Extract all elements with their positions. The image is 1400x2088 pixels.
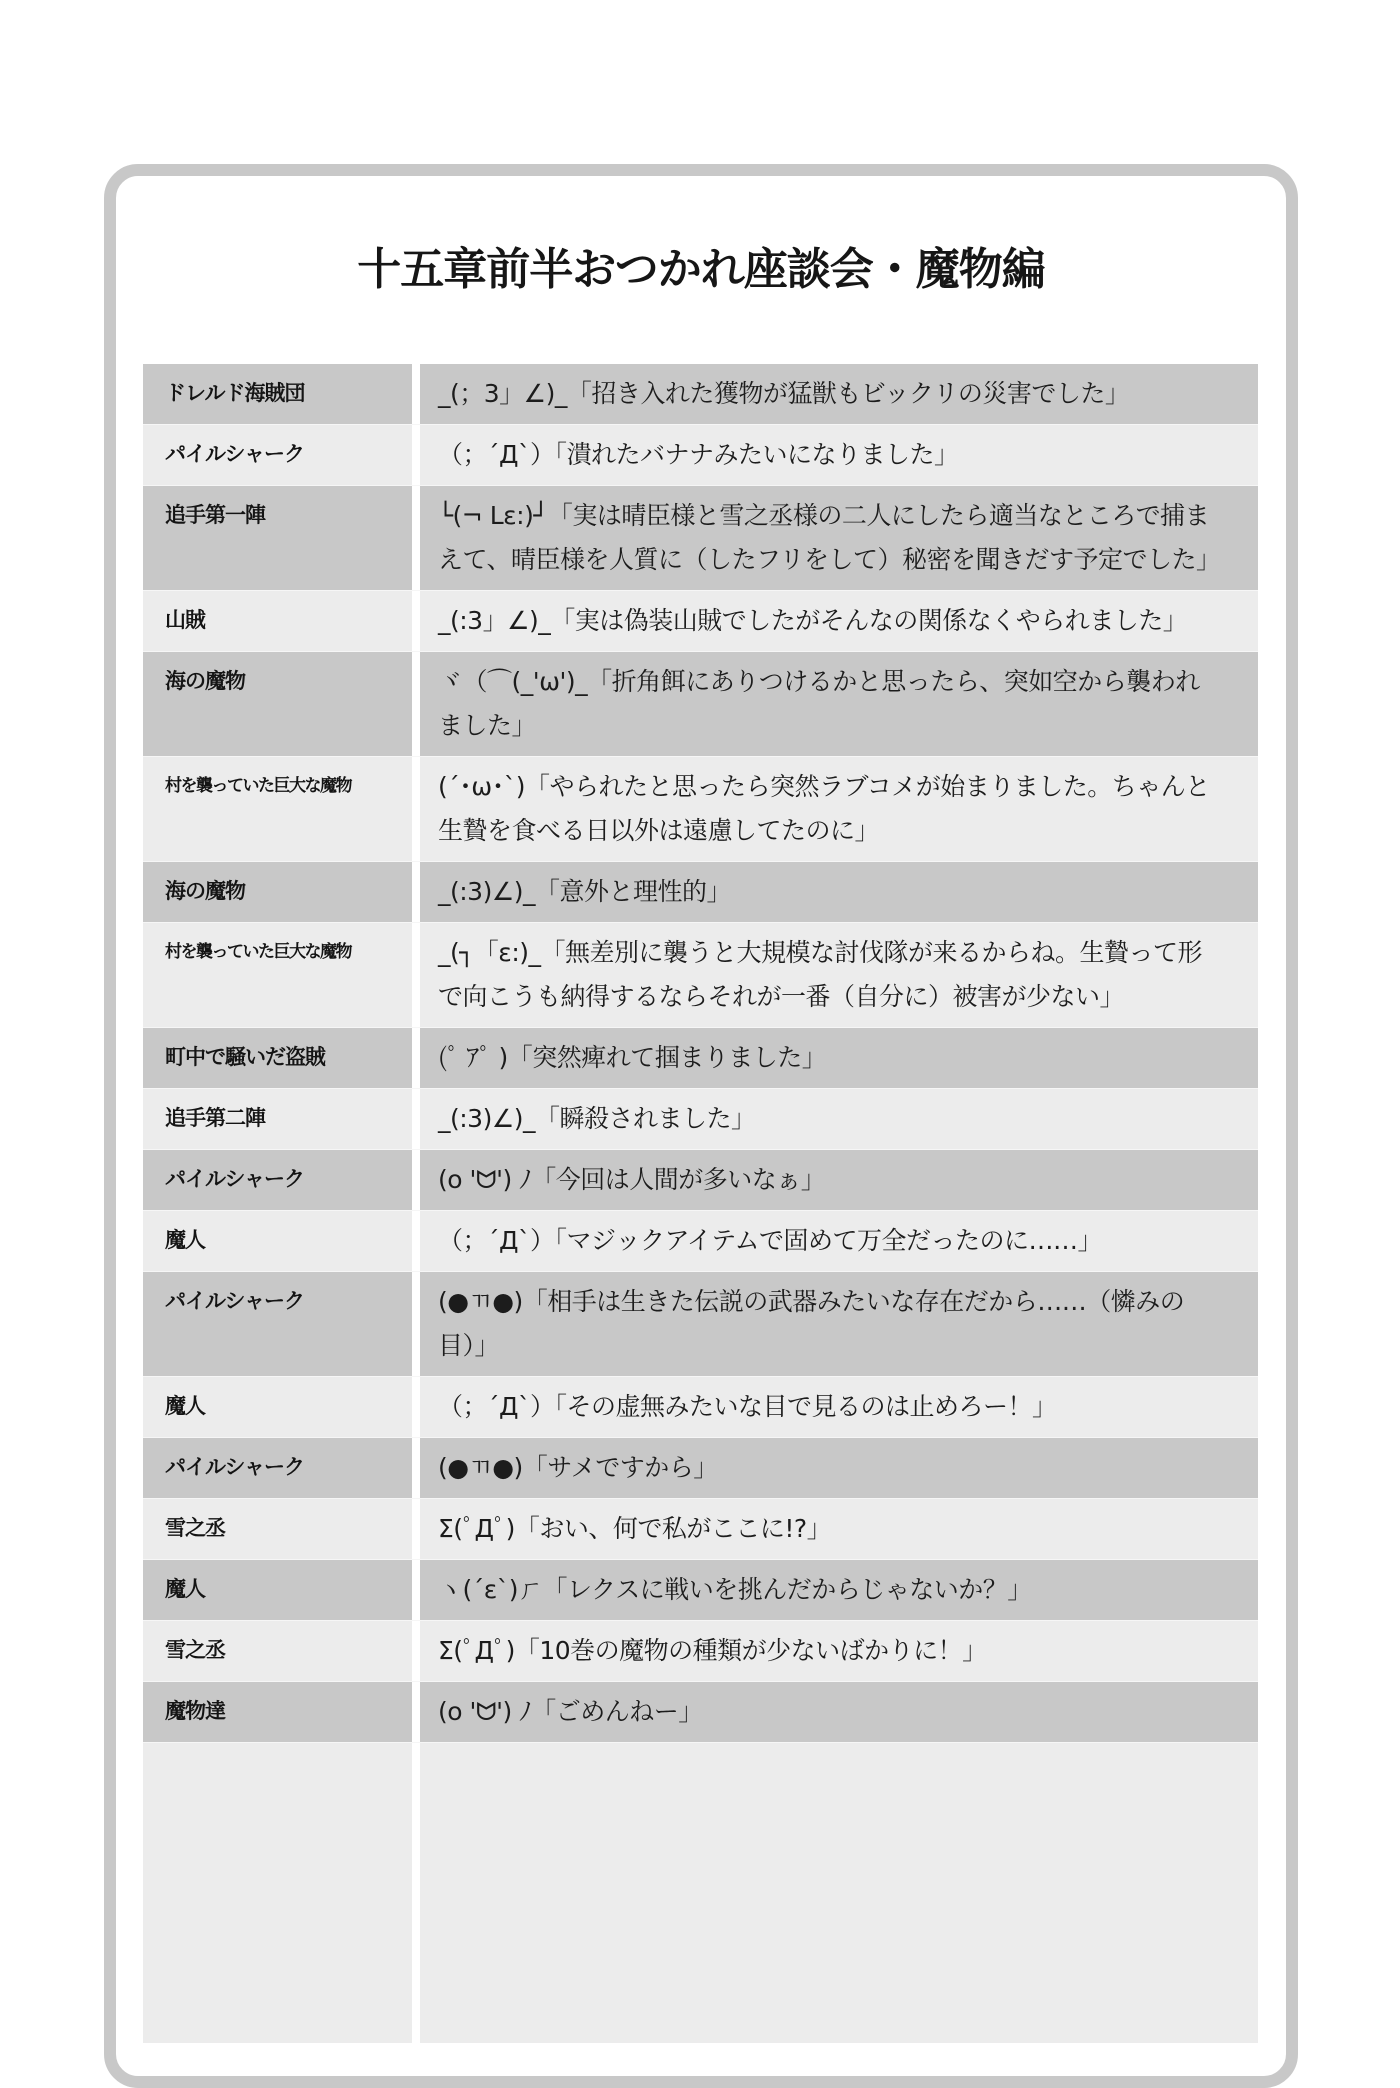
table-row xyxy=(143,590,1258,651)
speaker-name: 雪之丞 xyxy=(143,1499,412,1559)
speaker-name: 山賊 xyxy=(143,591,412,651)
dialogue-line: _(:3)∠)_「意外と理性的」 xyxy=(420,862,1258,922)
table-row xyxy=(143,1376,1258,1437)
column-divider xyxy=(412,1499,420,1559)
column-divider xyxy=(412,923,420,1027)
speaker-name: パイルシャーク xyxy=(143,1272,412,1376)
dialogue-line: Σ(ﾟДﾟ)「おい、何で私がここに!?」 xyxy=(420,1499,1258,1559)
column-divider xyxy=(412,364,420,424)
table-row xyxy=(143,1210,1258,1271)
column-divider xyxy=(412,652,420,756)
speaker-name: 海の魔物 xyxy=(143,652,412,756)
column-divider xyxy=(412,1560,420,1620)
dialogue-line: （；´Д`）「その虚無みたいな目で見るのは止めろー！」 xyxy=(420,1377,1258,1437)
speaker-name: パイルシャーク xyxy=(143,1150,412,1210)
dialogue-line: _(；3」∠)_「招き入れた獲物が猛獣もビックリの災害でした」 xyxy=(420,364,1258,424)
dialogue-line: (o 'ᗢ') ﾉ「ごめんねー」 xyxy=(420,1682,1258,1742)
speaker-name: 魔人 xyxy=(143,1377,412,1437)
speaker-name: 海の魔物 xyxy=(143,862,412,922)
roundtable-panel xyxy=(104,164,1298,2088)
speaker-name: 村を襲っていた巨大な魔物 xyxy=(143,923,412,1027)
speaker-name: パイルシャーク xyxy=(143,425,412,485)
page-title: 十五章前半おつかれ座談会・魔物編 xyxy=(357,244,1045,295)
column-divider xyxy=(412,1682,420,1742)
table-row xyxy=(143,1559,1258,1620)
speaker-name: 魔人 xyxy=(143,1211,412,1271)
empty-line-cell xyxy=(420,1743,1258,2043)
table-row xyxy=(143,485,1258,590)
table-row xyxy=(143,1681,1258,1742)
table-row xyxy=(143,1088,1258,1149)
dialogue-line: (o 'ᗢ') ﾉ「今回は人間が多いなぁ」 xyxy=(420,1150,1258,1210)
column-divider xyxy=(412,862,420,922)
column-divider xyxy=(412,1438,420,1498)
dialogue-line: ヽ(´ε`)ㄏ「レクスに戦いを挑んだからじゃないか？」 xyxy=(420,1560,1258,1620)
dialogue-line: _(┐「ε:)_「無差別に襲うと大規模な討伐隊が来るからね。生贄って形で向こうも納得するならそれが一番（自分に）被害が少ない」 xyxy=(420,923,1258,1027)
column-divider xyxy=(412,1377,420,1437)
column-divider xyxy=(412,1743,420,2043)
speaker-name: 町中で騒いだ盗賊 xyxy=(143,1028,412,1088)
dialogue-line: _(:3」∠)_「実は偽装山賊でしたがそんなの関係なくやられました」 xyxy=(420,591,1258,651)
dialogue-line: （；´Д`）「マジックアイテムで固めて万全だったのに……」 xyxy=(420,1211,1258,1271)
empty-table-row xyxy=(143,1742,1258,2043)
column-divider xyxy=(412,1621,420,1681)
dialogue-line: Σ(ﾟДﾟ)「10巻の魔物の種類が少ないばかりに！」 xyxy=(420,1621,1258,1681)
column-divider xyxy=(412,486,420,590)
dialogue-line: (´･ω･`)「やられたと思ったら突然ラブコメが始まりました。ちゃんと生贄を食べる日以外は遠慮してたのに」 xyxy=(420,757,1258,861)
speaker-name: 魔人 xyxy=(143,1560,412,1620)
table-row xyxy=(143,1271,1258,1376)
table-row xyxy=(143,756,1258,861)
column-divider xyxy=(412,591,420,651)
speaker-name: 追手第一陣 xyxy=(143,486,412,590)
dialogue-line: ヾ（⌒(_'ω')_「折角餌にありつけるかと思ったら、突如空から襲われました」 xyxy=(420,652,1258,756)
table-row xyxy=(143,651,1258,756)
table-row xyxy=(143,1437,1258,1498)
column-divider xyxy=(412,1211,420,1271)
column-divider xyxy=(412,1028,420,1088)
dialogue-line: (●ㄲ●)「サメですから」 xyxy=(420,1438,1258,1498)
table-row xyxy=(143,1027,1258,1088)
table-row xyxy=(143,1149,1258,1210)
column-divider xyxy=(412,1150,420,1210)
table-row xyxy=(143,1620,1258,1681)
speaker-name: 追手第二陣 xyxy=(143,1089,412,1149)
table-row xyxy=(143,922,1258,1027)
dialogue-table xyxy=(143,364,1258,2043)
speaker-name: 村を襲っていた巨大な魔物 xyxy=(143,757,412,861)
table-row xyxy=(143,364,1258,424)
column-divider xyxy=(412,425,420,485)
dialogue-line: _(:3)∠)_「瞬殺されました」 xyxy=(420,1089,1258,1149)
table-row xyxy=(143,1498,1258,1559)
dialogue-line: （；´Д`）「潰れたバナナみたいになりました」 xyxy=(420,425,1258,485)
column-divider xyxy=(412,1089,420,1149)
dialogue-line: (●ㄲ●)「相手は生きた伝説の武器みたいな存在だから……（憐みの目）」 xyxy=(420,1272,1258,1376)
speaker-name: 雪之丞 xyxy=(143,1621,412,1681)
column-divider xyxy=(412,1272,420,1376)
table-row xyxy=(143,424,1258,485)
speaker-name: パイルシャーク xyxy=(143,1438,412,1498)
speaker-name: ドレルド海賊団 xyxy=(143,364,412,424)
dialogue-line: (ﾟ ｱﾟ )「突然痺れて掴まりました」 xyxy=(420,1028,1258,1088)
speaker-name: 魔物達 xyxy=(143,1682,412,1742)
dialogue-line: └(¬ Lε:)┘「実は晴臣様と雪之丞様の二人にしたら適当なところで捕まえて、晴臣様を人質に（したフリをして）秘密を聞きだす予定でした」 xyxy=(420,486,1258,590)
table-row xyxy=(143,861,1258,922)
empty-name-cell xyxy=(143,1743,412,2043)
column-divider xyxy=(412,757,420,861)
